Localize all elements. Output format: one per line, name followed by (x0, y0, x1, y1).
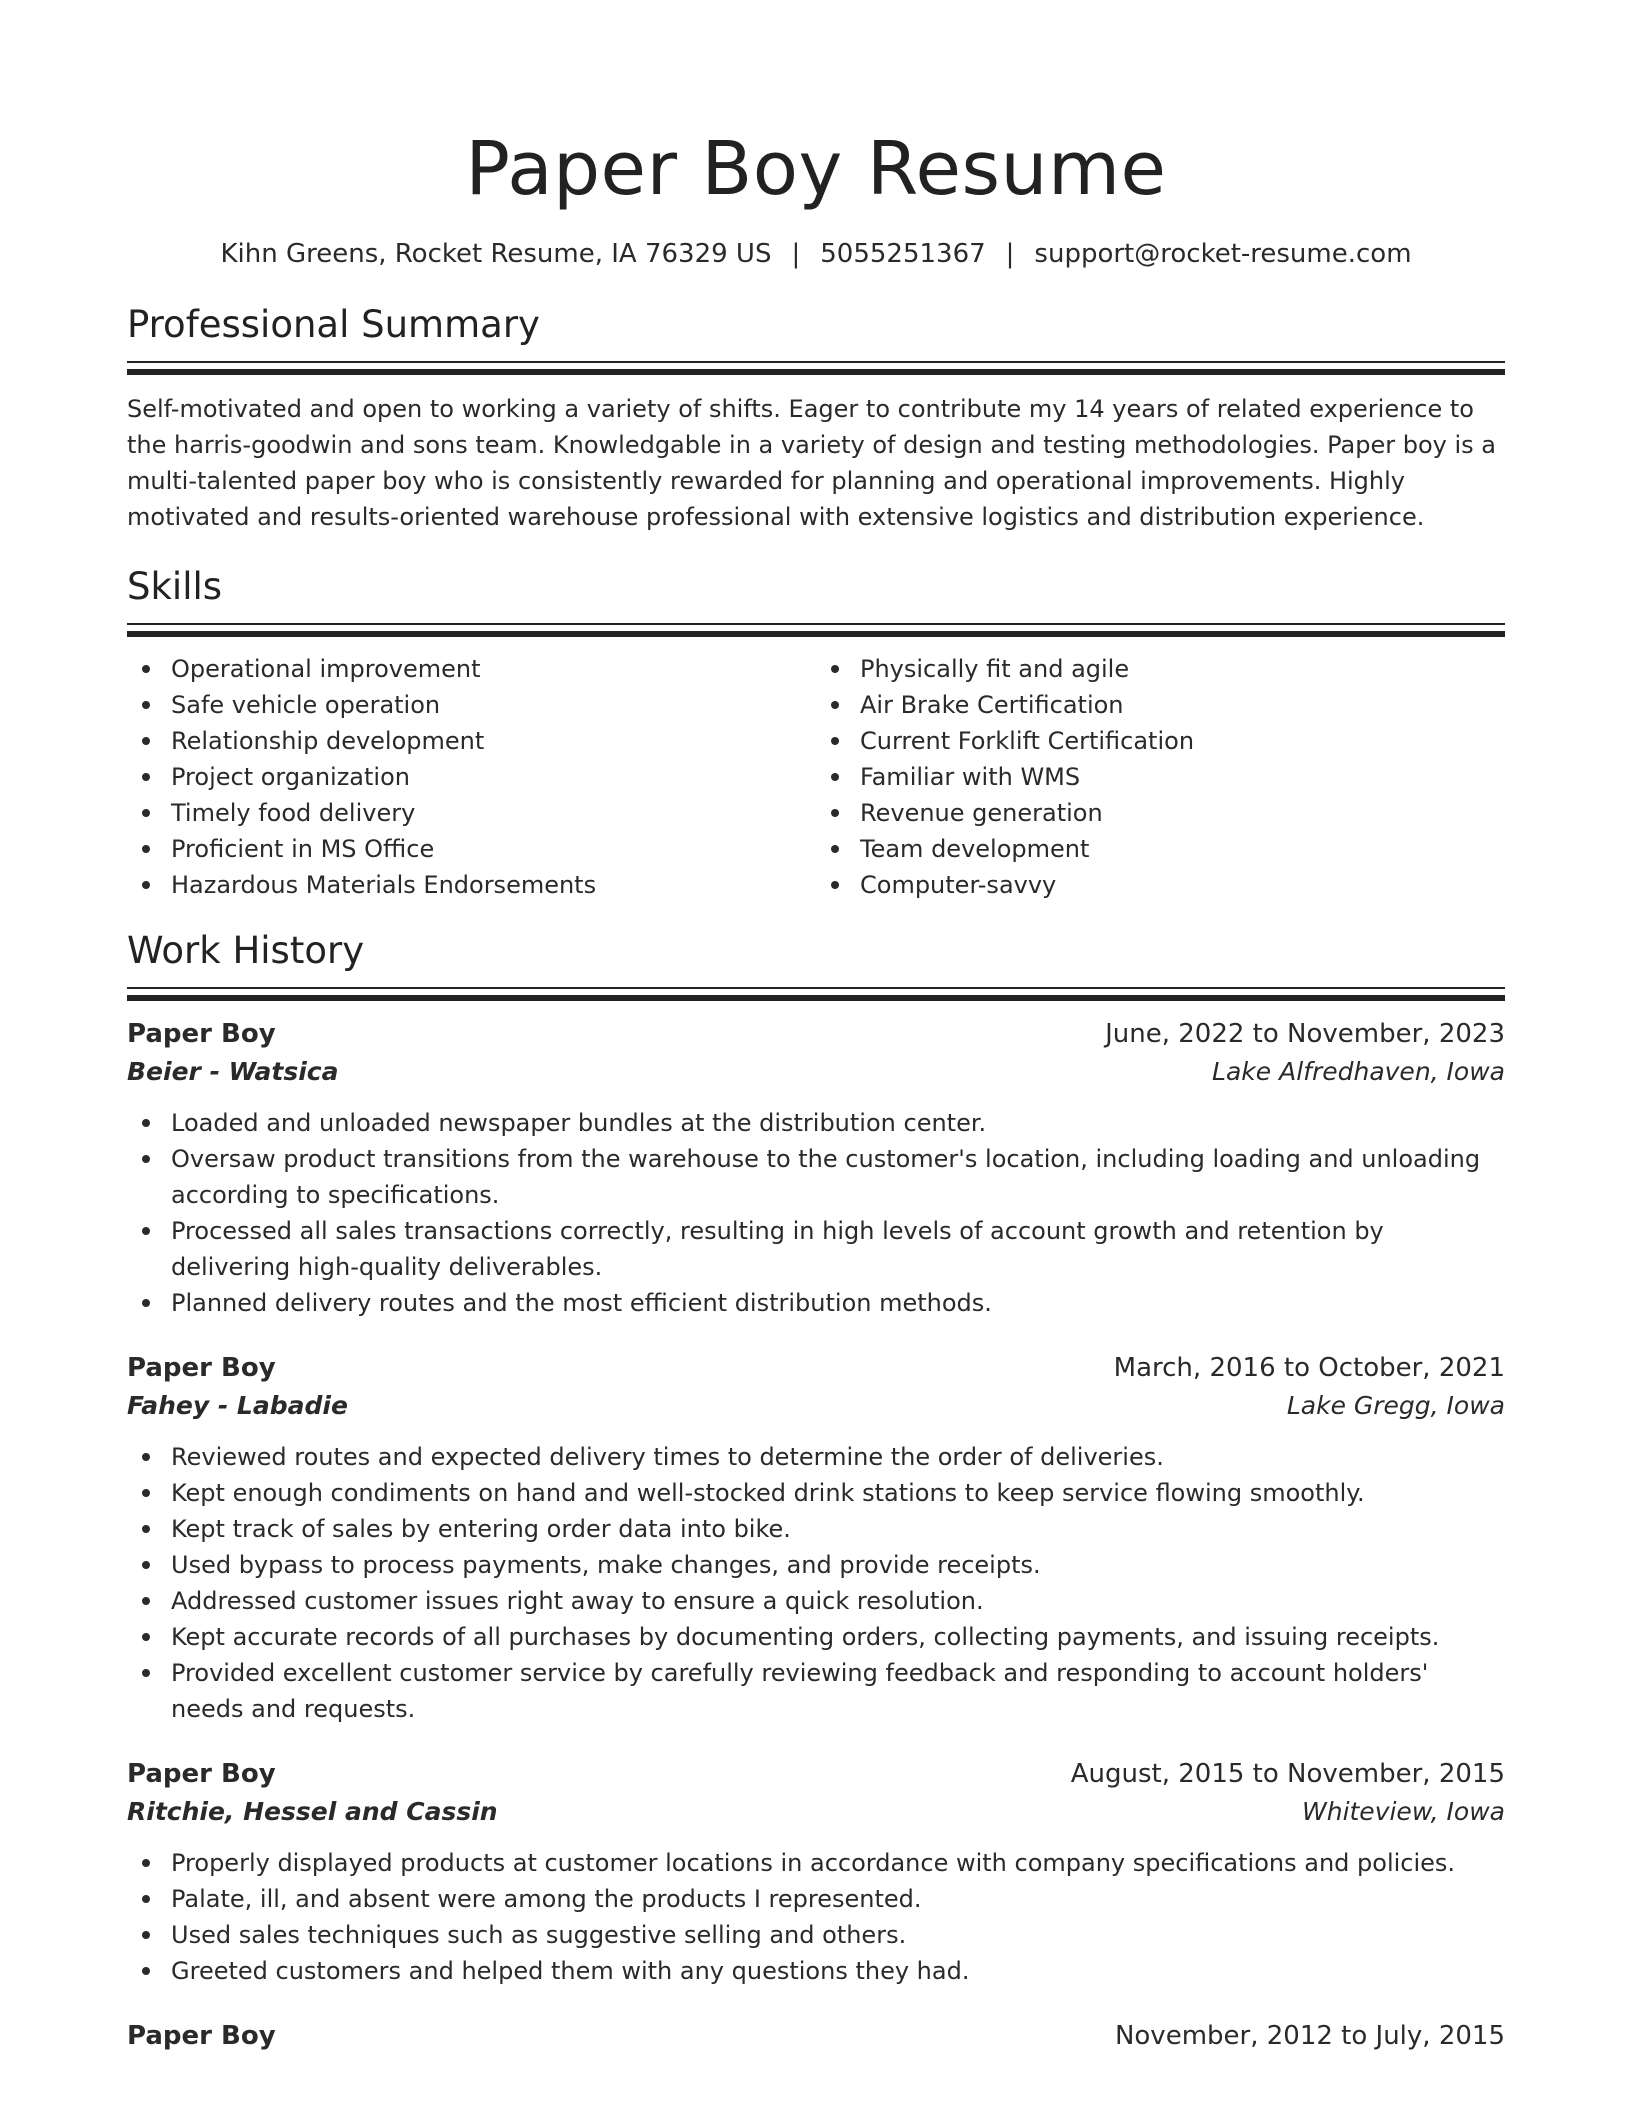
skill-item: Familiar with WMS (860, 759, 1505, 795)
skills-section (127, 565, 1505, 903)
duty-item: Used sales techniques such as suggestive selling and others. (171, 1917, 1505, 1953)
job-dates: March, 2016 to October, 2021 (1113, 1353, 1505, 1383)
job-entry (127, 1349, 1505, 1727)
summary-section (127, 303, 1505, 535)
skill-item: Relationship development (171, 723, 816, 759)
skill-item: Current Forklift Certification (860, 723, 1505, 759)
job-title: Paper Boy (127, 1759, 276, 1789)
job-employer: Fahey - Labadie (127, 1391, 348, 1420)
contact-address: Kihn Greens, Rocket Resume, IA 76329 US (220, 239, 772, 269)
duty-item: Loaded and unloaded newspaper bundles at the distribution center. (171, 1105, 1505, 1141)
job-duties (127, 1439, 1505, 1727)
skill-item: Computer-savvy (860, 867, 1505, 903)
skill-item: Operational improvement (171, 651, 816, 687)
skill-item: Air Brake Certification (860, 687, 1505, 723)
duty-item: Oversaw product transitions from the warehouse to the customer's location, including loading and unloading according to specifications. (171, 1141, 1505, 1213)
skills-columns (127, 651, 1505, 903)
job-entry (127, 1755, 1505, 1989)
duty-item: Palate, ill, and absent were among the products I represented. (171, 1881, 1505, 1917)
contact-line (127, 236, 1505, 272)
skill-item: Revenue generation (860, 795, 1505, 831)
job-location: Lake Gregg, Iowa (1286, 1391, 1505, 1420)
skills-heading: Skills (127, 565, 223, 608)
summary-heading: Professional Summary (127, 303, 540, 346)
job-duties (127, 1105, 1505, 1321)
section-rule (127, 361, 1505, 375)
summary-text: Self-motivated and open to working a variety of shifts. Eager to contribute my 14 years of related experience to the harris-goodwin and sons team. Knowledgable in a variety of design and testing methodologies. Paper boy is a multi-talented paper boy who is consistently rewarded for planning and operational improvements. Highly motivated and results-oriented warehouse professional with extensive logistics and distribution experience. (127, 395, 1496, 531)
duty-item: Addressed customer issues right away to ensure a quick resolution. (171, 1583, 1505, 1619)
job-location: Whiteview, Iowa (1302, 1797, 1505, 1826)
job-entry (127, 2017, 1505, 2055)
contact-email: support@rocket-resume.com (1034, 239, 1412, 269)
duty-item: Kept enough condiments on hand and well-stocked drink stations to keep service flowing smoothly. (171, 1475, 1505, 1511)
skill-item: Timely food delivery (171, 795, 816, 831)
skill-item: Safe vehicle operation (171, 687, 816, 723)
duty-item: Planned delivery routes and the most efficient distribution methods. (171, 1285, 1505, 1321)
duty-item: Reviewed routes and expected delivery times to determine the order of deliveries. (171, 1439, 1505, 1475)
job-employer: Beier - Watsica (127, 1057, 339, 1086)
duty-item: Provided excellent customer service by carefully reviewing feedback and responding to account holders' needs and requests. (171, 1655, 1505, 1727)
job-location: Lake Alfredhaven, Iowa (1212, 1057, 1505, 1086)
job-dates: August, 2015 to November, 2015 (1070, 1759, 1505, 1789)
skills-list-right (816, 651, 1505, 903)
job-dates: November, 2012 to July, 2015 (1114, 2021, 1505, 2051)
job-duties (127, 1845, 1505, 1989)
contact-phone: 5055251367 (820, 239, 986, 269)
duty-item: Properly displayed products at customer locations in accordance with company specifications and policies. (171, 1845, 1505, 1881)
duty-item: Greeted customers and helped them with any questions they had. (171, 1953, 1505, 1989)
job-entry (127, 1015, 1505, 1321)
resume-title: Paper Boy Resume (465, 126, 1167, 212)
contact-separator: | (1005, 239, 1015, 269)
job-title: Paper Boy (127, 2021, 276, 2051)
skill-item: Project organization (171, 759, 816, 795)
job-title: Paper Boy (127, 1353, 276, 1383)
skill-item: Team development (860, 831, 1505, 867)
duty-item: Kept accurate records of all purchases by documenting orders, collecting payments, and issuing receipts. (171, 1619, 1505, 1655)
skill-item: Physically fit and agile (860, 651, 1505, 687)
section-rule (127, 987, 1505, 1001)
duty-item: Processed all sales transactions correctly, resulting in high levels of account growth and retention by delivering high-quality deliverables. (171, 1213, 1505, 1285)
skill-item: Proficient in MS Office (171, 831, 816, 867)
work-history-section (127, 929, 1505, 2055)
duty-item: Kept track of sales by entering order data into bike. (171, 1511, 1505, 1547)
skills-list-left (127, 651, 816, 903)
work-history-heading: Work History (127, 929, 365, 972)
skill-item: Hazardous Materials Endorsements (171, 867, 816, 903)
contact-separator: | (791, 239, 801, 269)
duty-item: Used bypass to process payments, make changes, and provide receipts. (171, 1547, 1505, 1583)
job-dates: June, 2022 to November, 2023 (1105, 1019, 1505, 1049)
section-rule (127, 623, 1505, 637)
job-title: Paper Boy (127, 1019, 276, 1049)
job-employer: Ritchie, Hessel and Cassin (127, 1797, 498, 1826)
